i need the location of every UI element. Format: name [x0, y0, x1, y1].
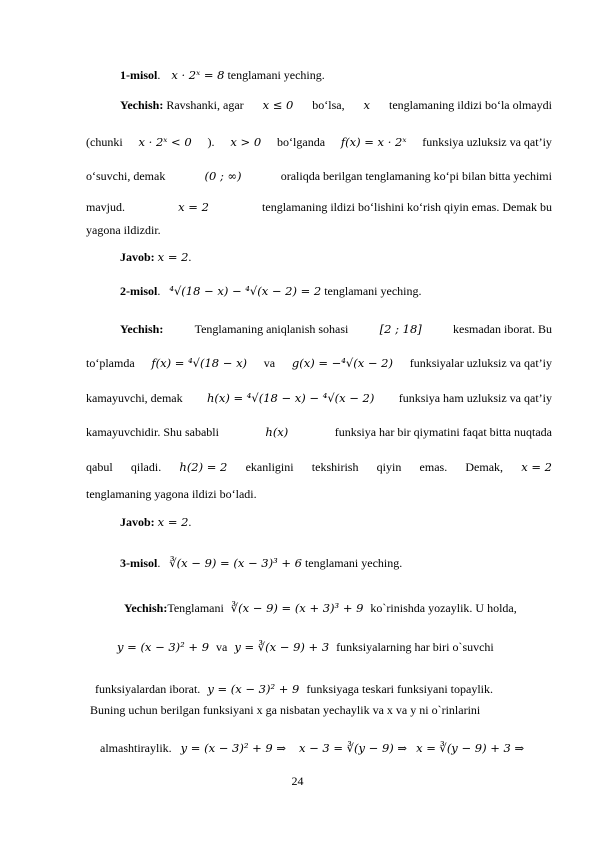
problem-1-label: 1-misol — [120, 68, 158, 82]
solution-1-label: Yechish: — [120, 98, 164, 112]
solution-1-line-2: (chunki x · 2ˣ < 0 ). x > 0 bo‘lganda f(x) = x · 2ˣ funksiya uzluksiz va qat’iy — [86, 135, 552, 149]
solution-1-line-1: Yechish: Ravshanki, agar x ≤ 0 bo‘lsa, x tenglamaning ildizi bo‘la olmaydi — [120, 98, 552, 112]
solution-1-line-4: mavjud. x = 2 tenglamaning ildizi bo‘lishini ko‘rish qiyin emas. Demak bu — [86, 200, 552, 214]
problem-3-tail: tenglamani yeching. — [304, 556, 403, 570]
solution-3-line-1: Yechish:Tenglamani ∛(x − 9) = (x + 3)³ + 9 ko`rinishda yozaylik. U holda, — [124, 601, 517, 615]
solution-3-line-2: y = (x − 3)² + 9 va y = ∛(x − 9) + 3 funksiyalarning har biri o`suvchi — [117, 640, 494, 654]
solution-2-line-6: tenglamaning yagona ildizi bo‘ladi. — [86, 487, 257, 501]
problem-3-line: 3-misol. ∛(x − 9) = (x − 3)³ + 6 tenglamani yeching. — [120, 556, 403, 570]
problem-2-line: 2-misol. ⁴√(18 − x) − ⁴√(x − 2) = 2 tenglamani yeching. — [120, 284, 422, 298]
solution-3-line-5: almashtiraylik. y = (x − 3)² + 9 ⇒ x − 3 = ∛(y − 9) ⇒ x = ∛(y − 9) + 3 ⇒ — [100, 741, 525, 755]
solution-2-label: Yechish: — [120, 322, 164, 336]
solution-2-line-1: Yechish: Tenglamaning aniqlanish sohasi [2 ; 18] kesmadan iborat. Bu — [120, 322, 552, 336]
solution-3-label: Yechish: — [124, 601, 168, 615]
problem-3-equation: ∛(x − 9) = (x − 3)³ + 6 — [169, 556, 302, 570]
page-number: 24 — [291, 774, 304, 788]
solution-2-line-5: qabul qiladi. h(2) = 2 ekanligini tekshirish qiyin emas. Demak, x = 2 — [86, 460, 552, 474]
answer-1: Javob: x = 2. — [120, 250, 192, 264]
problem-3-label: 3-misol — [120, 556, 158, 570]
solution-1-line-3: o‘suvchi, demak (0 ; ∞) oraliqda berilgan tenglamaning ko‘pi bilan bitta yechimi — [86, 169, 552, 183]
problem-1-tail: tenglamani yeching. — [227, 68, 325, 82]
solution-1-line-5: yagona ildizdir. — [86, 223, 161, 237]
problem-2-equation: ⁴√(18 − x) − ⁴√(x − 2) = 2 — [169, 284, 322, 298]
problem-2-tail: tenglamani yeching. — [324, 284, 422, 298]
solution-3-line-4: Buning uchun berilgan funksiyani x ga nisbatan yechaylik va x va y ni o`rinlarini — [90, 703, 481, 717]
solution-2-line-3: kamayuvchi, demak h(x) = ⁴√(18 − x) − ⁴√(x − 2) funksiya ham uzluksiz va qat’iy — [86, 391, 552, 405]
solution-2-line-4: kamayuvchidir. Shu sababli h(x) funksiya har bir qiymatini faqat bitta nuqtada — [86, 425, 552, 439]
problem-2-label: 2-misol — [120, 284, 158, 298]
answer-2: Javob: x = 2. — [120, 515, 192, 529]
solution-2-line-2: to‘plamda f(x) = ⁴√(18 − x) va g(x) = −⁴√(x − 2) funksiyalar uzluksiz va qat’iy — [86, 356, 552, 370]
solution-3-line-3: funksiyalardan iborat. y = (x − 3)² + 9 funksiyaga teskari funksiyani topaylik. — [95, 682, 493, 696]
problem-1-equation: x · 2ˣ = 8 — [171, 68, 225, 82]
problem-1-line: 1-misol. x · 2ˣ = 8 tenglamani yeching. — [120, 68, 325, 82]
